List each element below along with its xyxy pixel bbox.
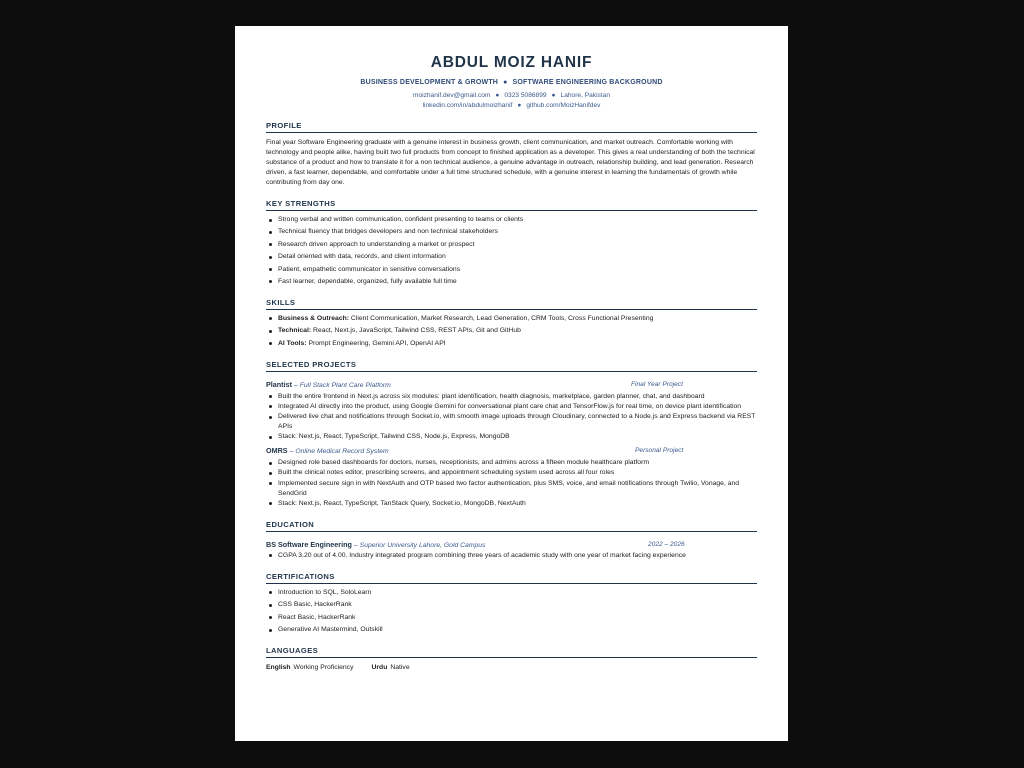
list-item: CGPA 3.20 out of 4.00. Industry integrated program combining three years of academic study with one year of market facing experience — [266, 551, 757, 561]
education-dash: – — [353, 541, 358, 549]
language-level: Native — [390, 664, 410, 672]
list-item — [266, 314, 757, 324]
list-item: React Basic, HackerRank — [266, 613, 757, 623]
list-item: Detail oriented with data, records, and client information — [266, 252, 757, 262]
list-item: Patient, empathetic communicator in sensitive conversations — [266, 265, 757, 275]
contact-info — [266, 91, 757, 110]
language-name: Urdu — [371, 664, 388, 672]
list-item — [266, 339, 757, 349]
headline-right: SOFTWARE ENGINEERING BACKGROUND — [512, 79, 663, 86]
language-level: Working Proficiency — [293, 664, 354, 672]
section-title-selected-projects: SELECTED PROJECTS — [266, 360, 757, 372]
list-item: Introduction to SQL, SoloLearn — [266, 588, 757, 598]
skill-label: Technical: — [278, 327, 312, 335]
project-subtitle: Full Stack Plant Care Platform — [299, 381, 391, 389]
skill-value: Prompt Engineering, Gemini API, OpenAI API — [308, 339, 446, 347]
skill-label: AI Tools: — [278, 339, 307, 347]
education-bullets — [266, 551, 757, 561]
project-header — [266, 446, 757, 457]
email-link[interactable]: moizhanif.dev@gmail.com — [412, 92, 491, 99]
degree: BS Software Engineering — [266, 539, 352, 549]
headline-left: BUSINESS DEVELOPMENT & GROWTH — [360, 79, 499, 86]
list-item: Technical fluency that bridges developers and non technical stakeholders — [266, 227, 757, 237]
list-item: Delivered live chat and notifications through Socket.io, with smooth image uploads through Cloudinary, connected to a Node.js and Express backend via REST APIs — [266, 412, 757, 432]
project-tag: Final Year Project — [631, 380, 683, 388]
section-title-education: EDUCATION — [266, 520, 757, 532]
project-dash: – — [293, 381, 298, 389]
list-item: Stack: Next.js, React, TypeScript, Tailwind CSS, Node.js, Express, MongoDB — [266, 432, 757, 442]
certifications-list — [266, 588, 757, 635]
profile-summary: Final year Software Engineering graduate with a genuine interest in business growth, client communication, and market outreach. Comfortable working with technology and people alike, having built two full products from concept to finished application as a developer. This gives a real understanding of both the technical substance of a product and how to translate it for a non technical audience, a genuine advantage in outreach, relationship building, and lead generation. Research driven, a fast learner, dependable, and comfortable under a full time structured schedule, with a genuine interest in learning the fundamentals of growth while contributing from day one. — [266, 139, 755, 186]
project-tag: Personal Project — [635, 447, 684, 455]
skill-label: Business & Outreach: — [278, 314, 350, 322]
resume-page — [235, 26, 788, 741]
project-bullets — [266, 458, 757, 509]
list-item — [266, 326, 757, 336]
list-item: Built the clinical notes editor, prescribing screens, and appointment scheduling system used across all four roles — [266, 468, 757, 478]
bullet-separator-icon: ● — [551, 92, 556, 99]
bullet-separator-icon: ● — [517, 101, 522, 109]
headline — [266, 78, 757, 87]
list-item: Built the entire frontend in Next.js across six modules: plant identification, health diagnosis, marketplace, garden planner, chat, and dashboard — [266, 392, 757, 402]
education-header — [266, 540, 757, 551]
project-bullets — [266, 392, 757, 443]
project-name: OMRS — [266, 446, 288, 456]
section-title-key-strengths: KEY STRENGTHS — [266, 199, 757, 211]
linkedin-link[interactable]: linkedin.com/in/abdulmoizhanif — [422, 101, 513, 109]
phone-number: 0323 5086899 — [504, 92, 547, 99]
education-years: 2022 – 2026 — [648, 540, 685, 548]
section-title-profile: PROFILE — [266, 121, 757, 133]
section-title-languages: LANGUAGES — [266, 646, 757, 658]
bullet-separator-icon: ● — [495, 92, 500, 99]
project-subtitle: Online Medical Record System — [295, 448, 389, 456]
candidate-name: ABDUL MOIZ HANIF — [430, 54, 593, 71]
project-header — [266, 380, 757, 391]
school: Superior University Lahore, Gold Campus — [359, 541, 486, 549]
skills-list — [266, 314, 757, 349]
bullet-separator-icon: ● — [503, 79, 508, 86]
skill-value: Client Communication, Market Research, Lead Generation, CRM Tools, Cross Functional Presenting — [350, 314, 654, 322]
section-title-skills: SKILLS — [266, 298, 757, 310]
github-link[interactable]: github.com/MoizHanifdev — [526, 101, 601, 109]
section-title-certifications: CERTIFICATIONS — [266, 572, 757, 584]
project-name: Plantist — [266, 379, 292, 389]
list-item: Generative AI Mastermind, Outskill — [266, 625, 757, 635]
list-item: Research driven approach to understanding a market or prospect — [266, 240, 757, 250]
languages-row — [266, 663, 757, 673]
list-item: Designed role based dashboards for doctors, nurses, receptionists, and admins across a fifteen module healthcare platform — [266, 458, 757, 468]
language-name: English — [266, 664, 291, 672]
skill-value: React, Next.js, JavaScript, Tailwind CSS, REST APIs, Git and GitHub — [313, 327, 521, 335]
list-item: CSS Basic, HackerRank — [266, 600, 757, 610]
strengths-list — [266, 215, 757, 287]
list-item: Stack: Next.js, React, TypeScript, TanStack Query, Socket.io, MongoDB, NextAuth — [266, 499, 757, 509]
list-item: Fast learner, dependable, organized, fully available full time — [266, 277, 757, 287]
list-item: Integrated AI directly into the product, using Google Gemini for conversational plant care chat and TensorFlow.js for real time, on device plant identification — [266, 402, 757, 412]
project-dash: – — [289, 448, 294, 456]
location: Lahore, Pakistan — [560, 92, 611, 99]
list-item: Implemented secure sign in with NextAuth and OTP based two factor authentication, plus SMS, voice, and email notifications through Twilio, Vonage, and SendGrid — [266, 479, 757, 499]
list-item: Strong verbal and written communication, confident presenting to teams or clients — [266, 215, 757, 225]
